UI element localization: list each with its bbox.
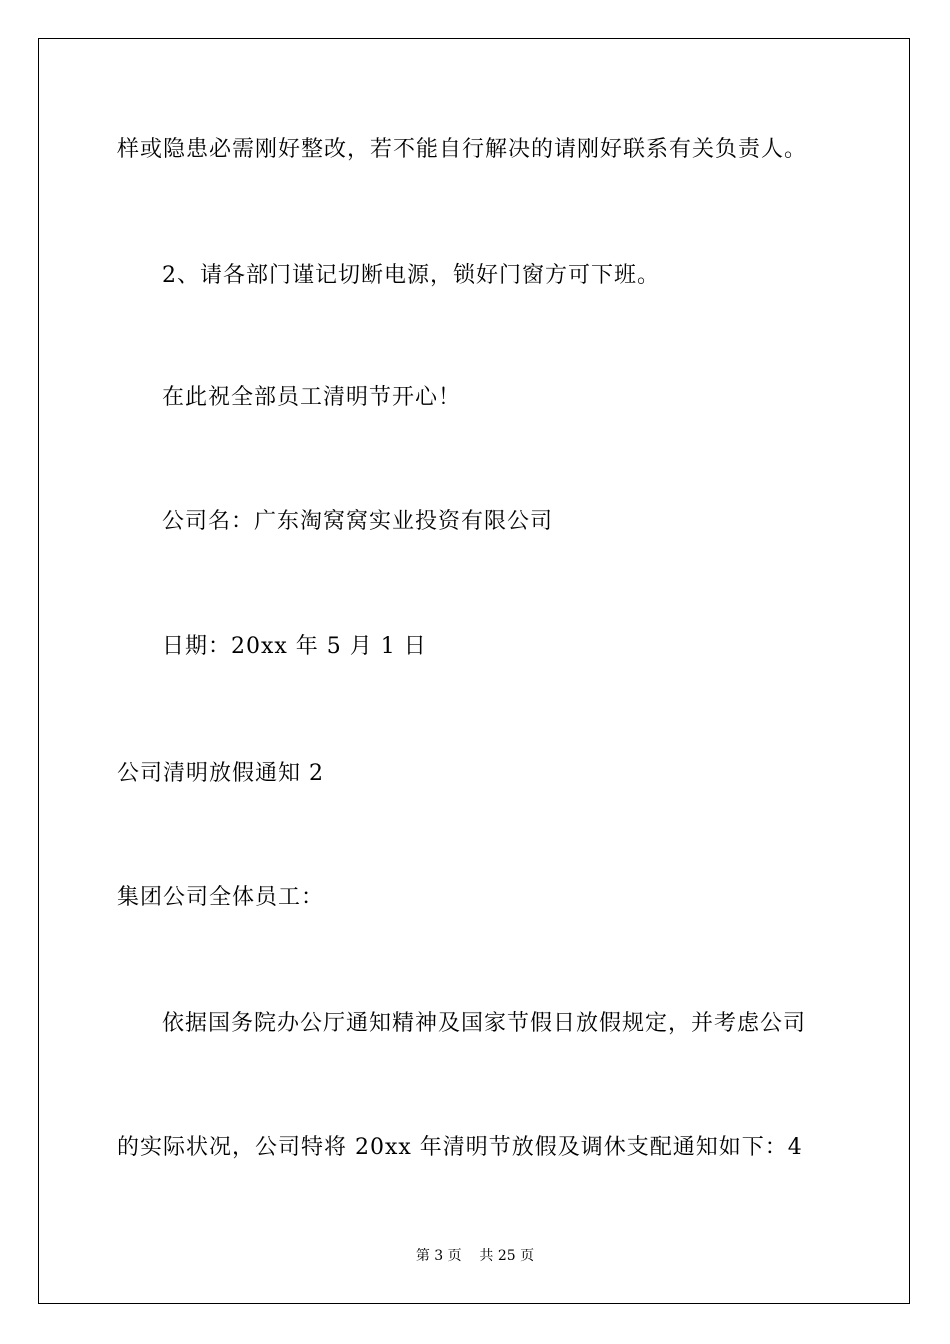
body-line-item-2: 2、请各部门谨记切断电源，锁好门窗方可下班。 bbox=[162, 263, 660, 288]
date-line: 日期：20xx 年 5 月 1 日 bbox=[162, 634, 427, 659]
body-line-greeting: 在此祝全部员工清明节开心！ bbox=[162, 385, 462, 410]
page-frame bbox=[38, 38, 910, 1304]
body-line-continuation: 样或隐患必需刚好整改，若不能自行解决的请刚好联系有关负责人。 bbox=[117, 137, 808, 162]
company-name-line: 公司名：广东淘窝窝实业投资有限公司 bbox=[162, 509, 554, 534]
salutation-line: 集团公司全体员工： bbox=[117, 885, 325, 910]
body-line-paragraph-continuation: 的实际状况，公司特将 20xx 年清明节放假及调休支配通知如下：4 bbox=[117, 1135, 803, 1160]
page-number-footer: 第 3 页 共 25 页 bbox=[415, 1248, 535, 1264]
section-heading: 公司清明放假通知 2 bbox=[117, 761, 324, 786]
body-line-paragraph-start: 依据国务院办公厅通知精神及国家节假日放假规定，并考虑公司 bbox=[162, 1011, 807, 1036]
